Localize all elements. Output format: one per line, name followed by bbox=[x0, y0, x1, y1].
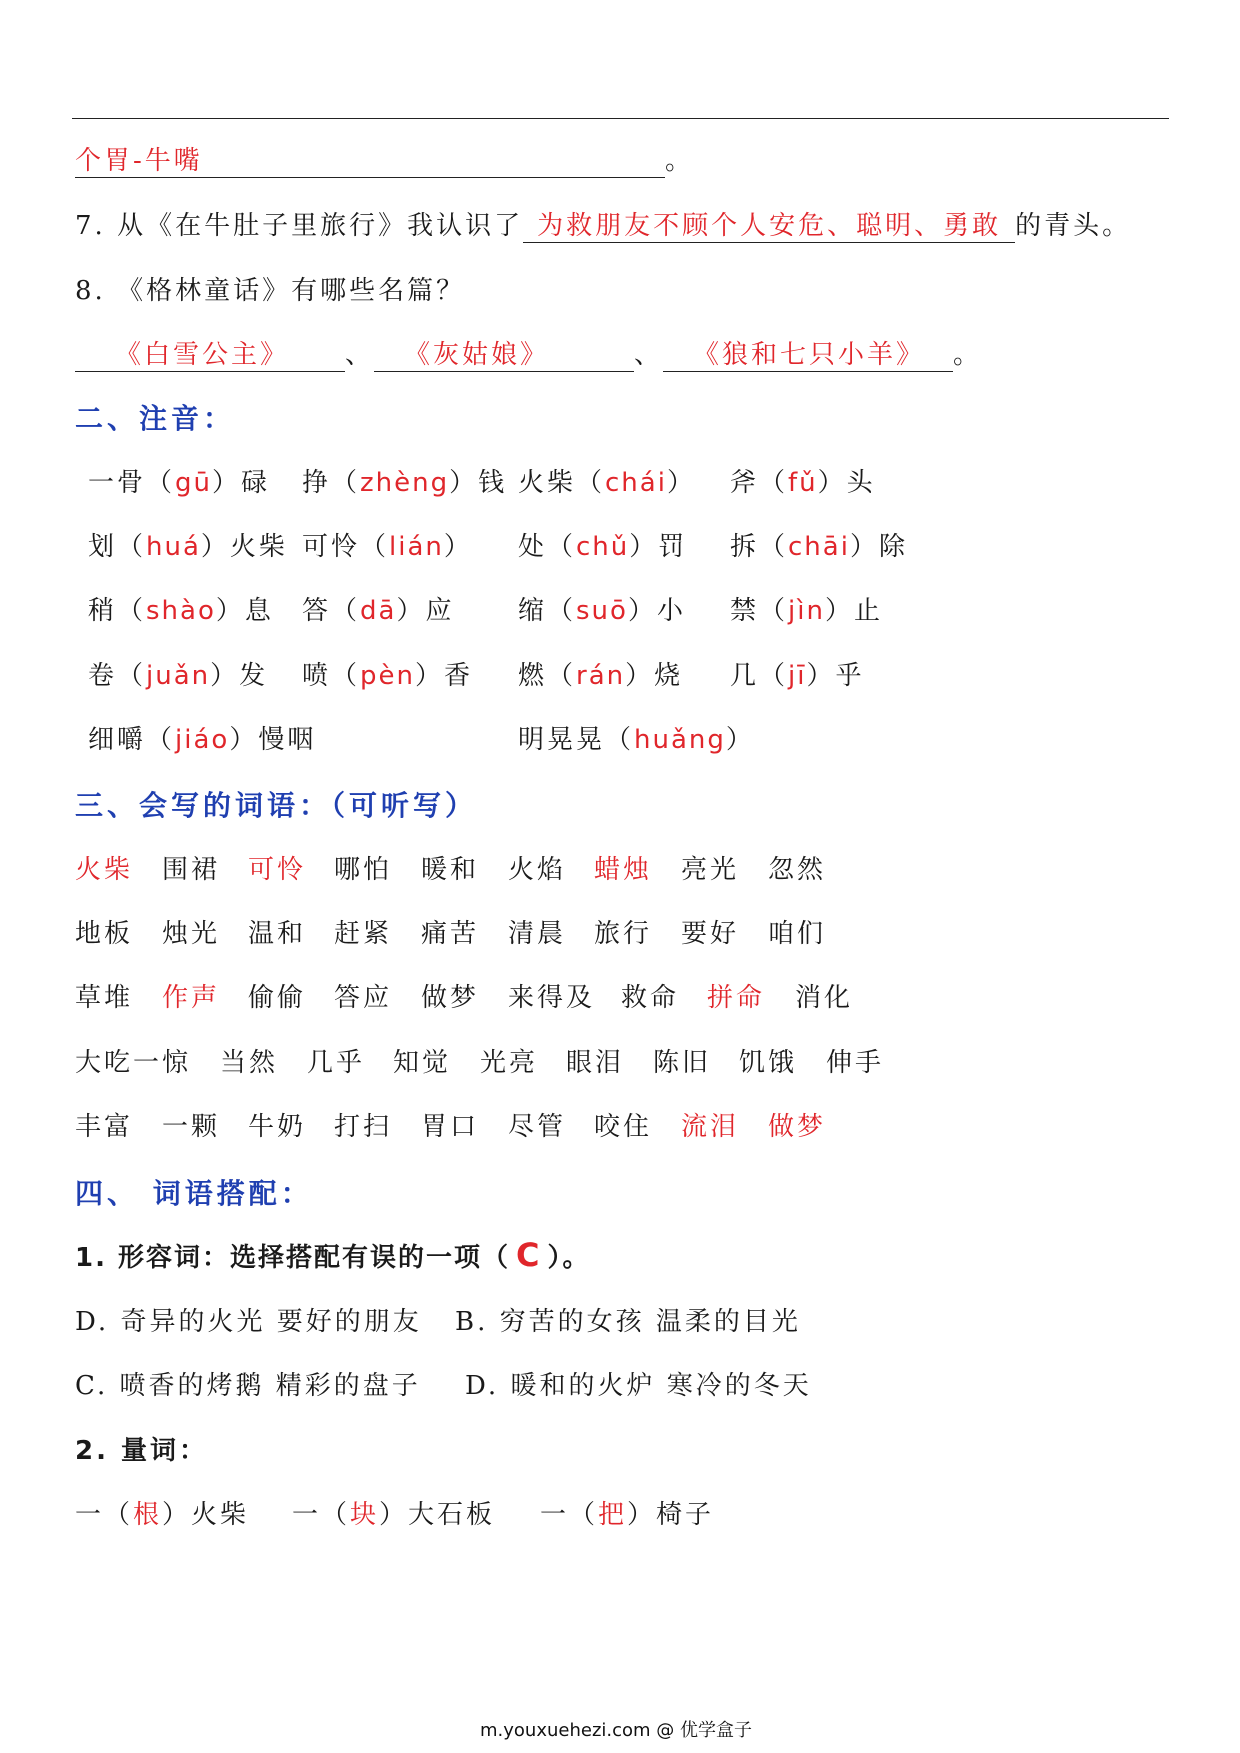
vocab-word: 打扫 bbox=[334, 1112, 393, 1142]
pinyin-item bbox=[518, 719, 755, 756]
pinyin-post: ）息 bbox=[215, 596, 274, 626]
pinyin-pre: 缩（ bbox=[518, 596, 577, 626]
vocab-word: 赶紧 bbox=[334, 919, 393, 949]
pinyin-answer: rán bbox=[576, 661, 626, 691]
pinyin-pre: 火柴（ bbox=[518, 468, 606, 498]
pinyin-post: ）乎 bbox=[806, 661, 865, 691]
vocab-word: 火焰 bbox=[508, 855, 567, 885]
s4-q2-title: 2. 量词： bbox=[75, 1436, 209, 1466]
pinyin-answer: shào bbox=[146, 596, 216, 626]
measure-answer: 根 bbox=[133, 1500, 163, 1530]
pinyin-pre: 禁（ bbox=[730, 596, 789, 626]
pinyin-post: ）除 bbox=[849, 532, 908, 562]
vocab-word: 救命 bbox=[621, 983, 680, 1013]
pinyin-answer: jiáo bbox=[175, 725, 230, 755]
s4-option: D. 暖和的火炉 寒冷的冬天 bbox=[465, 1371, 812, 1401]
pinyin-post: ）钱 bbox=[449, 468, 508, 498]
q7-prefix: 7. 从《在牛肚子里旅行》我认识了 bbox=[75, 211, 524, 241]
pinyin-item bbox=[88, 590, 274, 627]
pinyin-item bbox=[518, 655, 683, 692]
pinyin-post: ）发 bbox=[210, 661, 269, 691]
vocab-word: 光亮 bbox=[480, 1048, 539, 1078]
pinyin-answer: chǔ bbox=[576, 532, 630, 562]
vocab-word: 做梦 bbox=[768, 1112, 827, 1142]
q8-sep-1: 、 bbox=[345, 340, 375, 370]
pinyin-item bbox=[88, 719, 316, 756]
pinyin-answer: lián bbox=[389, 532, 444, 562]
vocab-word: 眼泪 bbox=[566, 1048, 625, 1078]
vocab-word: 地板 bbox=[75, 919, 134, 949]
section-2-title: 二、注音： bbox=[75, 402, 236, 435]
vocab-word: 哪怕 bbox=[334, 855, 393, 885]
vocab-word: 草堆 bbox=[75, 983, 134, 1013]
pinyin-post: ）慢咽 bbox=[229, 725, 317, 755]
pinyin-answer: suō bbox=[576, 596, 628, 626]
pinyin-answer: chái bbox=[605, 468, 667, 498]
pinyin-post: ）烧 bbox=[625, 661, 684, 691]
pinyin-answer: fǔ bbox=[788, 468, 818, 498]
section-3-title: 三、会写的词语：（可听写） bbox=[75, 789, 478, 822]
measure-word-item bbox=[540, 1494, 714, 1531]
vocab-word: 知觉 bbox=[393, 1048, 452, 1078]
pinyin-answer: pèn bbox=[360, 661, 415, 691]
vocab-word: 蜡烛 bbox=[594, 855, 653, 885]
measure-post: ）火柴 bbox=[162, 1500, 250, 1530]
pinyin-item bbox=[730, 590, 883, 627]
s4-q1-post: ）。 bbox=[547, 1243, 591, 1273]
vocab-word: 大吃一惊 bbox=[75, 1048, 192, 1078]
q8-answers bbox=[75, 334, 982, 372]
q7-answer: 为救朋友不顾个人安危、聪明、勇敢 bbox=[523, 205, 1015, 243]
pinyin-pre: 挣（ bbox=[302, 468, 361, 498]
pinyin-post: ）止 bbox=[824, 596, 883, 626]
s4-q1-pre: 1. 形容词：选择搭配有误的一项（ bbox=[75, 1243, 511, 1273]
pinyin-pre: 稍（ bbox=[88, 596, 147, 626]
pinyin-item bbox=[730, 462, 876, 499]
pinyin-pre: 卷（ bbox=[88, 661, 147, 691]
s4-option: B. 穷苦的女孩 温柔的目光 bbox=[455, 1307, 801, 1337]
s4-q1 bbox=[75, 1236, 591, 1274]
measure-word-item bbox=[75, 1494, 249, 1531]
pinyin-post: ）罚 bbox=[629, 532, 688, 562]
vocab-word: 暖和 bbox=[421, 855, 480, 885]
vocab-word: 胃口 bbox=[421, 1112, 480, 1142]
pinyin-pre: 答（ bbox=[302, 596, 361, 626]
pinyin-item bbox=[518, 462, 696, 499]
pinyin-answer: chāi bbox=[788, 532, 850, 562]
q8-period: 。 bbox=[953, 340, 983, 370]
pinyin-answer: zhèng bbox=[360, 468, 450, 498]
vocab-word: 作声 bbox=[162, 983, 221, 1013]
vocab-word: 火柴 bbox=[75, 855, 134, 885]
pinyin-item bbox=[302, 655, 473, 692]
section-4-title: 四、 词语搭配： bbox=[75, 1177, 313, 1210]
question-8: 8. 《格林童话》有哪些名篇？ bbox=[75, 276, 466, 306]
vocab-word: 烛光 bbox=[162, 919, 221, 949]
s4-option: D. 奇异的火光 要好的朋友 bbox=[75, 1307, 422, 1337]
pinyin-item bbox=[88, 462, 270, 499]
pinyin-pre: 一骨（ bbox=[88, 468, 176, 498]
vocab-word: 一颗 bbox=[162, 1112, 221, 1142]
measure-pre: 一（ bbox=[292, 1500, 351, 1530]
pinyin-answer: huǎng bbox=[634, 725, 726, 755]
pinyin-item bbox=[518, 590, 686, 627]
measure-pre: 一（ bbox=[540, 1500, 599, 1530]
pinyin-item bbox=[730, 655, 864, 692]
measure-pre: 一（ bbox=[75, 1500, 134, 1530]
vocab-word: 做梦 bbox=[421, 983, 480, 1013]
pinyin-pre: 几（ bbox=[730, 661, 789, 691]
vocab-word: 当然 bbox=[220, 1048, 279, 1078]
vocab-word: 忽然 bbox=[768, 855, 827, 885]
q7-suffix: 的青头。 bbox=[1015, 211, 1132, 241]
measure-answer: 把 bbox=[598, 1500, 628, 1530]
pinyin-post: ）火柴 bbox=[200, 532, 288, 562]
vocab-word: 流泪 bbox=[681, 1112, 740, 1142]
pinyin-post: ）小 bbox=[627, 596, 686, 626]
vocab-word: 清晨 bbox=[508, 919, 567, 949]
measure-word-item bbox=[292, 1494, 495, 1531]
pinyin-item bbox=[88, 526, 288, 563]
vocab-word: 亮光 bbox=[681, 855, 740, 885]
q8-sep-2: 、 bbox=[634, 340, 664, 370]
vocab-word: 要好 bbox=[681, 919, 740, 949]
pinyin-answer: jìn bbox=[788, 596, 825, 626]
top-answer: 个胃-牛嘴 bbox=[75, 140, 665, 178]
pinyin-pre: 斧（ bbox=[730, 468, 789, 498]
vocab-word: 咬住 bbox=[594, 1112, 653, 1142]
pinyin-answer: huá bbox=[146, 532, 201, 562]
pinyin-post: ） bbox=[443, 532, 473, 562]
vocab-word: 尽管 bbox=[508, 1112, 567, 1142]
pinyin-pre: 可怜（ bbox=[302, 532, 390, 562]
q8-answer-2: 《灰姑娘》 bbox=[374, 334, 634, 372]
measure-post: ）椅子 bbox=[627, 1500, 715, 1530]
vocab-word: 痛苦 bbox=[421, 919, 480, 949]
vocab-word: 拼命 bbox=[707, 983, 766, 1013]
pinyin-pre: 拆（ bbox=[730, 532, 789, 562]
s4-option: C. 喷香的烤鹅 精彩的盘子 bbox=[75, 1371, 421, 1401]
question-7 bbox=[75, 205, 1131, 243]
vocab-word: 来得及 bbox=[508, 983, 596, 1013]
vocab-word: 陈旧 bbox=[653, 1048, 712, 1078]
measure-answer: 块 bbox=[350, 1500, 380, 1530]
pinyin-item bbox=[302, 526, 473, 563]
vocab-word: 牛奶 bbox=[248, 1112, 307, 1142]
top-period: 。 bbox=[665, 146, 695, 176]
pinyin-pre: 明晃晃（ bbox=[518, 725, 635, 755]
q8-answer-1: 《白雪公主》 bbox=[75, 334, 345, 372]
pinyin-post: ） bbox=[725, 725, 755, 755]
vocab-word: 围裙 bbox=[162, 855, 221, 885]
vocab-word: 可怜 bbox=[248, 855, 307, 885]
vocab-word: 饥饿 bbox=[739, 1048, 798, 1078]
pinyin-pre: 燃（ bbox=[518, 661, 577, 691]
pinyin-post: ）碌 bbox=[212, 468, 271, 498]
footer-credit: m.youxuehezi.com @ 优学盒子 bbox=[480, 1720, 753, 1741]
q8-answer-3: 《狼和七只小羊》 bbox=[663, 334, 953, 372]
pinyin-answer: jī bbox=[788, 661, 807, 691]
vocab-word: 消化 bbox=[795, 983, 854, 1013]
pinyin-item bbox=[88, 655, 268, 692]
pinyin-pre: 处（ bbox=[518, 532, 577, 562]
pinyin-pre: 划（ bbox=[88, 532, 147, 562]
pinyin-item bbox=[730, 526, 908, 563]
pinyin-post: ）头 bbox=[817, 468, 876, 498]
pinyin-pre: 细嚼（ bbox=[88, 725, 176, 755]
pinyin-answer: gū bbox=[175, 468, 212, 498]
s4-q1-answer: C bbox=[516, 1236, 542, 1274]
pinyin-item bbox=[302, 590, 454, 627]
pinyin-post: ）应 bbox=[396, 596, 455, 626]
pinyin-post: ） bbox=[666, 468, 696, 498]
measure-post: ）大石板 bbox=[379, 1500, 496, 1530]
vocab-word: 几乎 bbox=[307, 1048, 366, 1078]
pinyin-item bbox=[518, 526, 687, 563]
vocab-word: 偷偷 bbox=[248, 983, 307, 1013]
vocab-word: 伸手 bbox=[826, 1048, 885, 1078]
pinyin-pre: 喷（ bbox=[302, 661, 361, 691]
vocab-word: 丰富 bbox=[75, 1112, 134, 1142]
pinyin-answer: juǎn bbox=[146, 661, 211, 691]
vocab-word: 旅行 bbox=[594, 919, 653, 949]
top-answer-line bbox=[75, 140, 694, 178]
pinyin-post: ）香 bbox=[415, 661, 474, 691]
vocab-word: 咱们 bbox=[768, 919, 827, 949]
vocab-word: 答应 bbox=[334, 983, 393, 1013]
pinyin-answer: dā bbox=[360, 596, 397, 626]
pinyin-item bbox=[302, 462, 507, 499]
vocab-word: 温和 bbox=[248, 919, 307, 949]
top-rule bbox=[72, 118, 1169, 119]
